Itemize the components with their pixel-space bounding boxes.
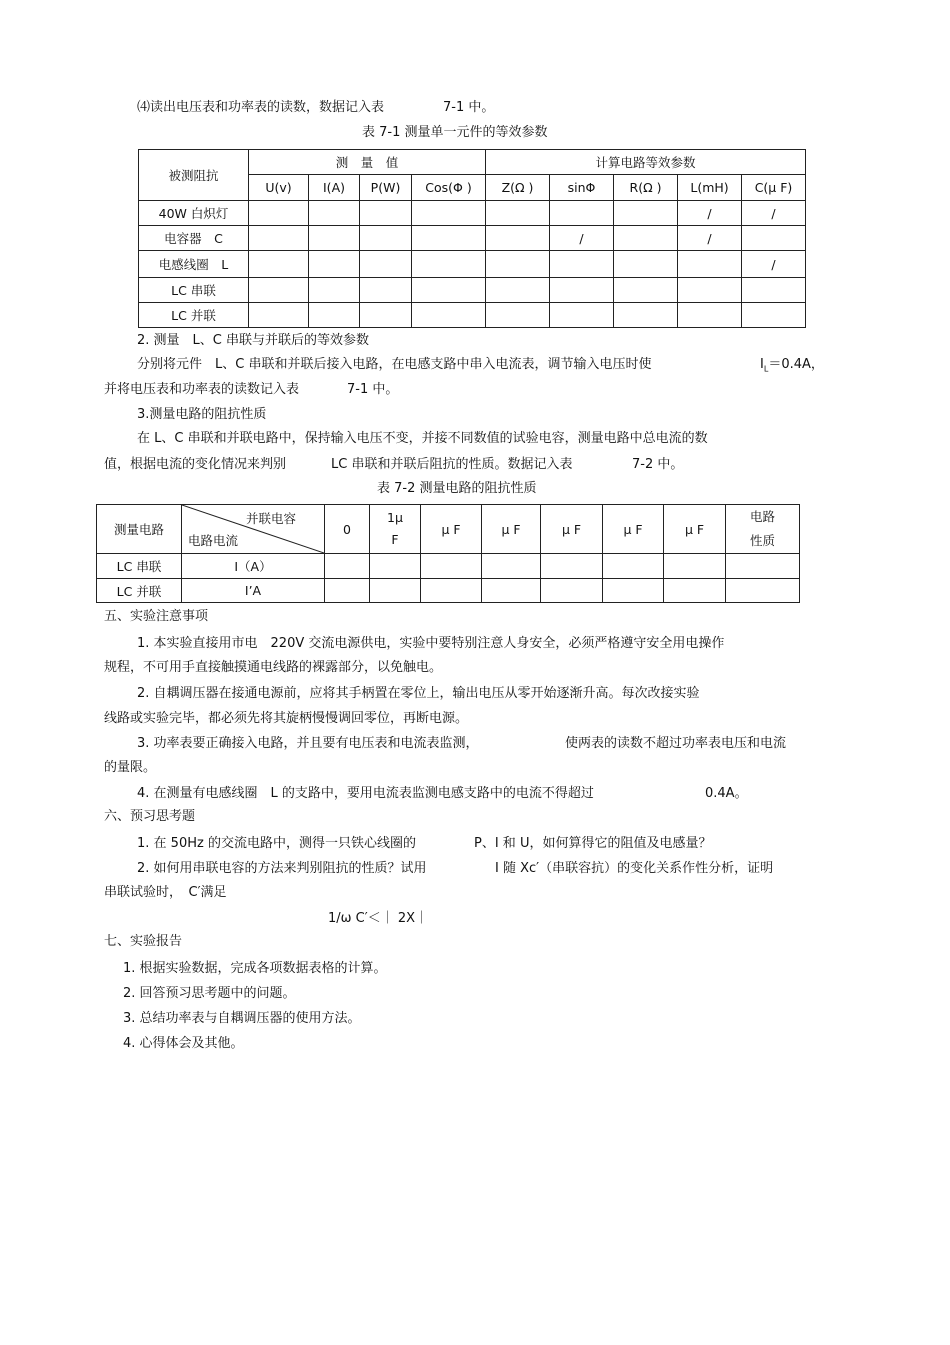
- step4-text: ⑷读出电压表和功率表的读数，数据记入表: [137, 100, 385, 115]
- section5-p3b: 使两表的读数不超过功率表电压和电流: [565, 736, 787, 751]
- table1-col-header: sinΦ: [550, 175, 614, 201]
- table-cell: [486, 226, 550, 251]
- section3-line1: 在 L、C 串联和并联电路中，保持输入电压不变，并接不同数值的试验电容，测量电路中总电流的数: [137, 431, 708, 446]
- table-cell: [742, 226, 806, 251]
- section2-line2b: 7-1 中。: [347, 382, 399, 397]
- report-item: 3. 总结功率表与自耦调压器的使用方法。: [123, 1011, 361, 1026]
- table-cell: [550, 251, 614, 278]
- table-cell: /: [678, 226, 742, 251]
- table-row: [139, 251, 806, 278]
- table-cell: [360, 278, 412, 303]
- table-cell: [421, 579, 482, 603]
- table-cell: [678, 278, 742, 303]
- section3-line2b: LC 串联和并联后阻抗的性质。数据记入表: [331, 457, 573, 472]
- table-cell: [482, 554, 541, 579]
- table-cell: [325, 579, 370, 603]
- diag-top-label: 并联电容: [245, 511, 296, 526]
- table-cell: [541, 554, 603, 579]
- table-7-2: [96, 504, 800, 603]
- table-cell: [614, 278, 678, 303]
- table-row: [97, 579, 800, 603]
- nature-bottom: 性质: [749, 533, 775, 548]
- section5-p1b: 规程，不可用手直接触摸通电线路的裸露部分，以免触电。: [104, 660, 443, 675]
- section6-q1a: 1. 在 50Hz 的交流电路中，测得一只铁心线圈的: [137, 836, 416, 851]
- table-cell: [249, 278, 309, 303]
- section5-p1a: 1. 本实验直接用市电 220V 交流电源供电，实验中要特别注意人身安全，必须严格遵守安全用电操作: [137, 636, 725, 651]
- table1-col-header: R(Ω ): [614, 175, 678, 201]
- table-cell: [309, 251, 360, 278]
- cap-1: [370, 505, 421, 554]
- cap-1-top: 1μ: [387, 510, 403, 525]
- table-cell: [370, 554, 421, 579]
- table1-row-label: 40W 白炽灯: [139, 201, 249, 226]
- table-cell: [486, 278, 550, 303]
- section2-title: 2. 测量 L、C 串联与并联后的等效参数: [137, 333, 369, 348]
- section5-p2a: 2. 自耦调压器在接通电源前，应将其手柄置在零位上，输出电压从零开始逐渐升高。每次改接实验: [137, 686, 700, 701]
- table-cell: [249, 201, 309, 226]
- section5-p4a: 4. 在测量有电感线圈 L 的支路中，要用电流表监测电感支路中的电流不得超过: [137, 786, 594, 801]
- section5-p3a: 3. 功率表要正确接入电路，并且要有电压表和电流表监测，: [137, 736, 479, 751]
- table-cell: [249, 226, 309, 251]
- table-cell: [309, 201, 360, 226]
- table-cell: [412, 226, 486, 251]
- table2-row-label: LC 并联: [97, 579, 182, 603]
- table-cell: [742, 303, 806, 328]
- table1-row-label: LC 并联: [139, 303, 249, 328]
- table-cell: [614, 303, 678, 328]
- section5-title: 五、实验注意事项: [104, 609, 209, 624]
- table1-col-header: I(A): [309, 175, 360, 201]
- table-cell: [603, 554, 664, 579]
- section6-q1b: P、I 和 U，如何算得它的阻值及电感量？: [474, 836, 712, 851]
- section6-q2a: 2. 如何用串联电容的方法来判别阻抗的性质？试用: [137, 861, 427, 876]
- report-item: 2. 回答预习思考题中的问题。: [123, 986, 296, 1001]
- table-7-1: [138, 149, 806, 328]
- section5-p4b: 0.4A。: [705, 786, 748, 801]
- table-cell: /: [550, 226, 614, 251]
- table-cell: [309, 226, 360, 251]
- report-item: 4. 心得体会及其他。: [123, 1036, 244, 1051]
- table-cell: [664, 579, 726, 603]
- table-cell: [550, 278, 614, 303]
- table-cell: [603, 579, 664, 603]
- table1-corner: 被测阻抗: [139, 150, 249, 201]
- section2-line2a: 并将电压表和功率表的读数记入表: [104, 382, 300, 397]
- table-row: [139, 201, 806, 226]
- table-cell: [614, 251, 678, 278]
- table-row: [97, 554, 800, 579]
- cap-unit: μ F: [603, 505, 664, 554]
- table-cell: [486, 201, 550, 226]
- table-cell: [412, 201, 486, 226]
- table1-col-header: Z(Ω ): [486, 175, 550, 201]
- table-cell: [742, 278, 806, 303]
- table2-title: 表 7-2 测量电路的阻抗性质: [377, 481, 537, 496]
- current-subscript: L: [763, 364, 769, 374]
- table-row: [139, 278, 806, 303]
- table1-title: 表 7-1 测量单一元件的等效参数: [362, 125, 548, 140]
- table-cell: [614, 201, 678, 226]
- table-cell: [550, 303, 614, 328]
- table1-col-header: P(W): [360, 175, 412, 201]
- table-cell: [360, 303, 412, 328]
- nature-header: [726, 505, 800, 554]
- table1-col-header: C(μ F): [742, 175, 806, 201]
- table-cell: [360, 201, 412, 226]
- current-value: ＝0.4A，: [768, 357, 824, 372]
- cap-1-bottom: F: [391, 532, 399, 547]
- current-symbol: I: [760, 357, 764, 372]
- section2-line1b: [760, 356, 824, 379]
- table-cell: [726, 579, 800, 603]
- table-cell: [309, 303, 360, 328]
- table1-col-header: U(v): [249, 175, 309, 201]
- table-cell: /: [742, 201, 806, 226]
- table-cell: [678, 303, 742, 328]
- nature-top: 电路: [749, 509, 775, 524]
- cap-0: 0: [325, 505, 370, 554]
- report-item: 1. 根据实验数据，完成各项数据表格的计算。: [123, 961, 387, 976]
- table1-col-header: Cos(Φ ): [412, 175, 486, 201]
- section6-q2c: 串联试验时， C′满足: [104, 885, 227, 900]
- table-cell: [412, 251, 486, 278]
- table-cell: [360, 226, 412, 251]
- table-cell: /: [678, 201, 742, 226]
- table-cell: [664, 554, 726, 579]
- table-cell: /: [742, 251, 806, 278]
- table-row: [139, 303, 806, 328]
- cap-unit: μ F: [482, 505, 541, 554]
- table-cell: [726, 554, 800, 579]
- section5-p2b: 线路或实验完毕，都必须先将其旋柄慢慢调回零位，再断电源。: [104, 711, 469, 726]
- table-cell: [249, 303, 309, 328]
- table1-row-label: LC 串联: [139, 278, 249, 303]
- table-cell: [309, 278, 360, 303]
- table1-row-label: 电感线圈 L: [139, 251, 249, 278]
- table-row: [139, 226, 806, 251]
- section7-title: 七、实验报告: [104, 934, 183, 949]
- cap-unit: μ F: [664, 505, 726, 554]
- table1-col-header: L(mH): [678, 175, 742, 201]
- table1-group-measured: 测 量 值: [249, 150, 486, 175]
- table-cell: [360, 251, 412, 278]
- table-cell: [412, 278, 486, 303]
- section3-line2c: 7-2 中。: [632, 457, 684, 472]
- table-cell: [421, 554, 482, 579]
- cap-unit: μ F: [421, 505, 482, 554]
- table-cell: [370, 579, 421, 603]
- section2-line1a: 分别将元件 L、C 串联和并联后接入电路，在电感支路中串入电流表，调节输入电压时使: [137, 357, 652, 372]
- table2-corner: 测量电路: [97, 505, 182, 554]
- cap-unit: μ F: [541, 505, 603, 554]
- table-cell: [678, 251, 742, 278]
- section3-line2a: 值，根据电流的变化情况来判别: [104, 457, 287, 472]
- section5-p3c: 的量限。: [104, 760, 157, 775]
- table-cell: [249, 251, 309, 278]
- table-cell: [541, 579, 603, 603]
- table-cell: [412, 303, 486, 328]
- diag-bottom-label: 电路电流: [188, 533, 239, 548]
- section3-title: 3.测量电路的阻抗性质: [137, 407, 267, 422]
- table-cell: [550, 201, 614, 226]
- table-cell: [486, 251, 550, 278]
- table1-group-calc: 计算电路等效参数: [486, 150, 806, 175]
- table1-row-label: 电容器 C: [139, 226, 249, 251]
- table2-row-current: I（A）: [182, 554, 325, 579]
- section6-q2b: I 随 Xc′（串联容抗）的变化关系作性分析，证明: [495, 861, 774, 876]
- table2-row-current: I’A: [182, 579, 325, 603]
- table-cell: [482, 579, 541, 603]
- section6-title: 六、预习思考题: [104, 809, 196, 824]
- table2-diagonal-header: [182, 505, 325, 554]
- table2-row-label: LC 串联: [97, 554, 182, 579]
- section6-formula: 1/ω C′＜｜ 2X｜: [328, 911, 429, 926]
- step4-ref: 7-1 中。: [443, 100, 495, 115]
- table-cell: [614, 226, 678, 251]
- table-cell: [325, 554, 370, 579]
- table-cell: [486, 303, 550, 328]
